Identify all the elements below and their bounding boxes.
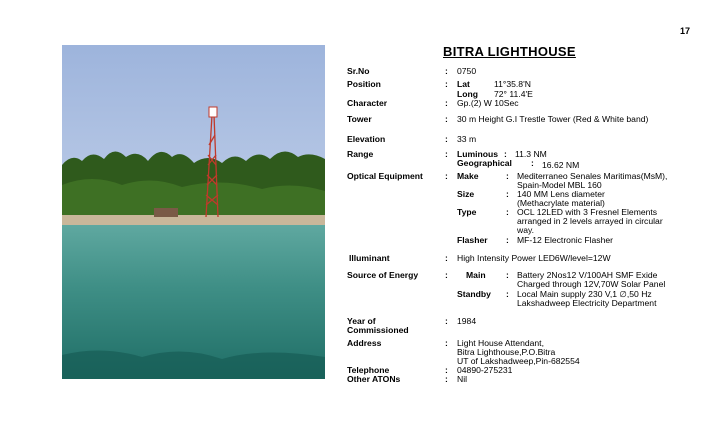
colon: : [445,338,448,348]
colon: : [445,253,448,263]
illuminant-label: Illuminant [349,253,390,263]
type-label: Type [457,207,477,217]
page-title: BITRA LIGHTHOUSE [443,44,576,59]
main-line-1: Battery 2Nos12 V/100AH SMF Exide [517,270,658,280]
size-line-2: (Methacrylate material) [517,198,605,208]
source-of-energy-label: Source of Energy [347,270,419,280]
colon: : [445,134,448,144]
character-label: Character [347,98,388,108]
type-line-1: OCL 12LED with 3 Fresnel Elements [517,207,658,217]
lighthouse-photo-illustration [62,45,325,379]
colon: : [445,316,448,326]
telephone-value: 04890-275231 [457,365,513,375]
page-number: 17 [680,26,691,36]
telephone-label: Telephone [347,365,390,375]
colon: : [531,158,534,168]
colon: : [445,114,448,124]
colon: : [445,98,448,108]
optical-equipment-label: Optical Equipment [347,171,423,181]
address-line-1: Light House Attendant, [457,338,544,348]
sr-no-value: 0750 [457,66,477,76]
character-value: Gp.(2) W 10Sec [457,98,519,108]
size-line-1: 140 MM Lens diameter [517,189,605,199]
long-value: 72° 11.4'E [494,89,533,99]
geographical-label: Geographical [457,158,512,168]
colon: : [504,149,507,159]
illuminant-value: High Intensity Power LED6W/level=12W [457,253,611,263]
position-label: Position [347,79,381,89]
main-line-2: Charged through 12V,70W Solar Panel [517,279,666,289]
range-label: Range [347,149,374,159]
geographical-value: 16.62 NM [542,160,580,170]
make-line-1: Mediterraneo Senales Maritimas(MsM), [517,171,668,181]
year-label-line-1: Year of [347,316,376,326]
colon: : [506,235,509,245]
type-line-2: arranged in 2 levels arrayed in circular [517,216,663,226]
other-atons-label: Other ATONs [347,374,401,384]
flasher-label: Flasher [457,235,488,245]
luminous-value: 11.3 NM [515,149,547,159]
luminous-label: Luminous [457,149,499,159]
colon: : [445,79,448,89]
lat-label: Lat [457,79,470,89]
lat-value: 11°35.8'N [494,79,531,89]
standby-label: Standby [457,289,491,299]
colon: : [445,149,448,159]
colon: : [445,270,448,280]
size-label: Size [457,189,475,199]
standby-line-1: Local Main supply 230 V,1 ∅,50 Hz [517,289,652,299]
colon: : [506,171,509,181]
address-label: Address [347,338,382,348]
address-line-2: Bitra Lighthouse,P.O.Bitra [457,347,556,357]
colon: : [445,171,448,181]
tower-value: 30 m Height G.I Trestle Tower (Red & White band) [457,114,649,124]
colon: : [445,365,448,375]
long-label: Long [457,89,478,99]
elevation-label: Elevation [347,134,386,144]
main-label: Main [466,270,486,280]
year-value: 1984 [457,316,477,326]
address-line-3: UT of Lakshadweep,Pin-682554 [457,356,580,366]
elevation-value: 33 m [457,134,477,144]
sr-no-label: Sr.No [347,66,370,76]
make-label: Make [457,171,479,181]
year-label-line-2: Commissioned [347,325,409,335]
standby-line-2: Lakshadweep Electricity Department [517,298,657,308]
colon: : [506,189,509,199]
colon: : [506,207,509,217]
colon: : [506,289,509,299]
flasher-value: MF-12 Electronic Flasher [517,235,613,245]
colon: : [445,66,448,76]
other-atons-value: Nil [457,374,468,384]
colon: : [445,374,448,384]
lighthouse-photo [62,45,325,379]
make-line-2: Spain-Model MBL 160 [517,180,602,190]
type-line-3: way. [517,225,535,235]
colon: : [506,270,509,280]
tower-label: Tower [347,114,372,124]
